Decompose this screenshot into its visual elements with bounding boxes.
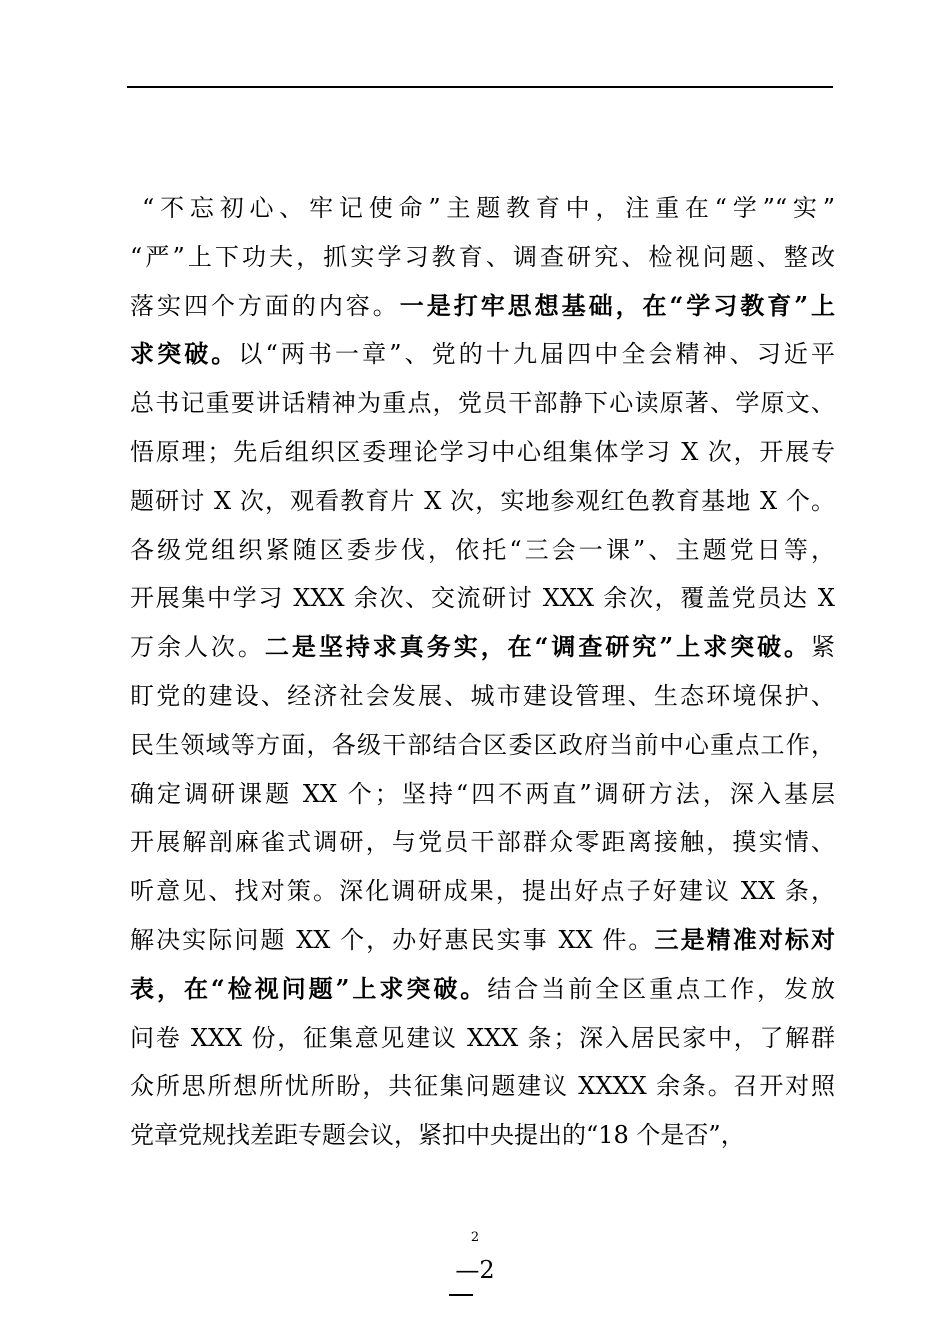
text-line <box>130 526 835 575</box>
bold-segment: 求突破。 <box>130 339 239 369</box>
footer-dash <box>449 1294 473 1296</box>
bold-segment: 二是坚持求真务实，在“调查研究”上求突破。 <box>264 632 812 662</box>
text-segment: 结合当前全区重点工作，发放 <box>487 974 835 1003</box>
text-line <box>130 818 835 867</box>
page-number-small: 2 <box>470 1230 480 1245</box>
text-line <box>130 770 835 819</box>
text-segment: 悟原理；先后组织区委理论学习中心组集体学习 X 次，开展专 <box>130 437 835 466</box>
text-line <box>130 233 835 282</box>
page-number-footer: —2 <box>455 1256 495 1284</box>
text-line <box>130 428 835 477</box>
text-segment: 开展解剖麻雀式调研，与党员干部群众零距离接触，摸实情、 <box>130 828 835 857</box>
text-segment: 以“两书一章”、党的十九届四中全会精神、习近平 <box>238 340 836 369</box>
header-rule <box>127 86 833 88</box>
text-line <box>130 477 835 526</box>
text-segment: “严”上下功夫，抓实学习教育、调查研究、检视问题、整改 <box>130 242 835 271</box>
text-segment: “不忘初心、牢记使命”主题教育中，注重在“学”“实” <box>142 194 835 222</box>
bold-segment: 三是精准对标对 <box>654 924 836 954</box>
text-line <box>130 916 835 965</box>
text-line <box>130 379 835 428</box>
text-line <box>130 1014 835 1063</box>
text-segment: 确定调研课题 XX 个；坚持“四不两直”调研方法，深入基层 <box>130 779 835 808</box>
text-line <box>130 184 835 233</box>
text-line <box>130 965 835 1014</box>
text-line <box>130 867 835 916</box>
text-segment: 众所思所想所忧所盼，共征集问题建议 XXXX 余条。召开对照 <box>130 1072 835 1101</box>
text-segment: 各级党组织紧随区委步伐，依托“三会一课”、主题党日等， <box>130 535 835 564</box>
text-line <box>130 1062 835 1111</box>
text-line <box>130 574 835 623</box>
text-segment: 万余人次。 <box>130 633 265 662</box>
text-segment: 紧 <box>811 633 836 662</box>
text-segment: 总书记重要讲话精神为重点，党员干部静下心读原著、学原文、 <box>130 389 835 418</box>
bold-segment: 一是打牢思想基础，在“学习教育”上 <box>399 290 835 320</box>
text-line <box>130 1111 835 1160</box>
text-line <box>130 330 835 379</box>
text-line <box>130 721 835 770</box>
text-segment: 题研讨 X 次，观看教育片 X 次，实地参观红色教育基地 X 个。 <box>130 486 835 515</box>
text-segment: 盯党的建设、经济社会发展、城市建设管理、生态环境保护、 <box>130 681 835 710</box>
text-segment: 开展集中学习 XXX 余次、交流研讨 XXX 余次，覆盖党员达 X <box>130 584 835 613</box>
text-segment: 解决实际问题 XX 个，办好惠民实事 XX 件。 <box>130 925 655 954</box>
bold-segment: 表，在“检视问题”上求突破。 <box>130 973 488 1003</box>
text-line <box>130 672 835 721</box>
body-text <box>130 184 835 1160</box>
text-segment: 落实四个方面的内容。 <box>130 291 400 320</box>
text-segment: 党章党规找差距专题会议，紧扣中央提出的“18 个是否”， <box>130 1121 745 1150</box>
text-line <box>130 623 835 672</box>
text-segment: 听意见、找对策。深化调研成果，提出好点子好建议 XX 条， <box>130 877 835 906</box>
text-segment: 问卷 XXX 份，征集意见建议 XXX 条；深入居民家中，了解群 <box>130 1023 835 1052</box>
text-line <box>130 282 835 331</box>
text-segment: 民生领域等方面，各级干部结合区委区政府当前中心重点工作， <box>130 730 835 759</box>
